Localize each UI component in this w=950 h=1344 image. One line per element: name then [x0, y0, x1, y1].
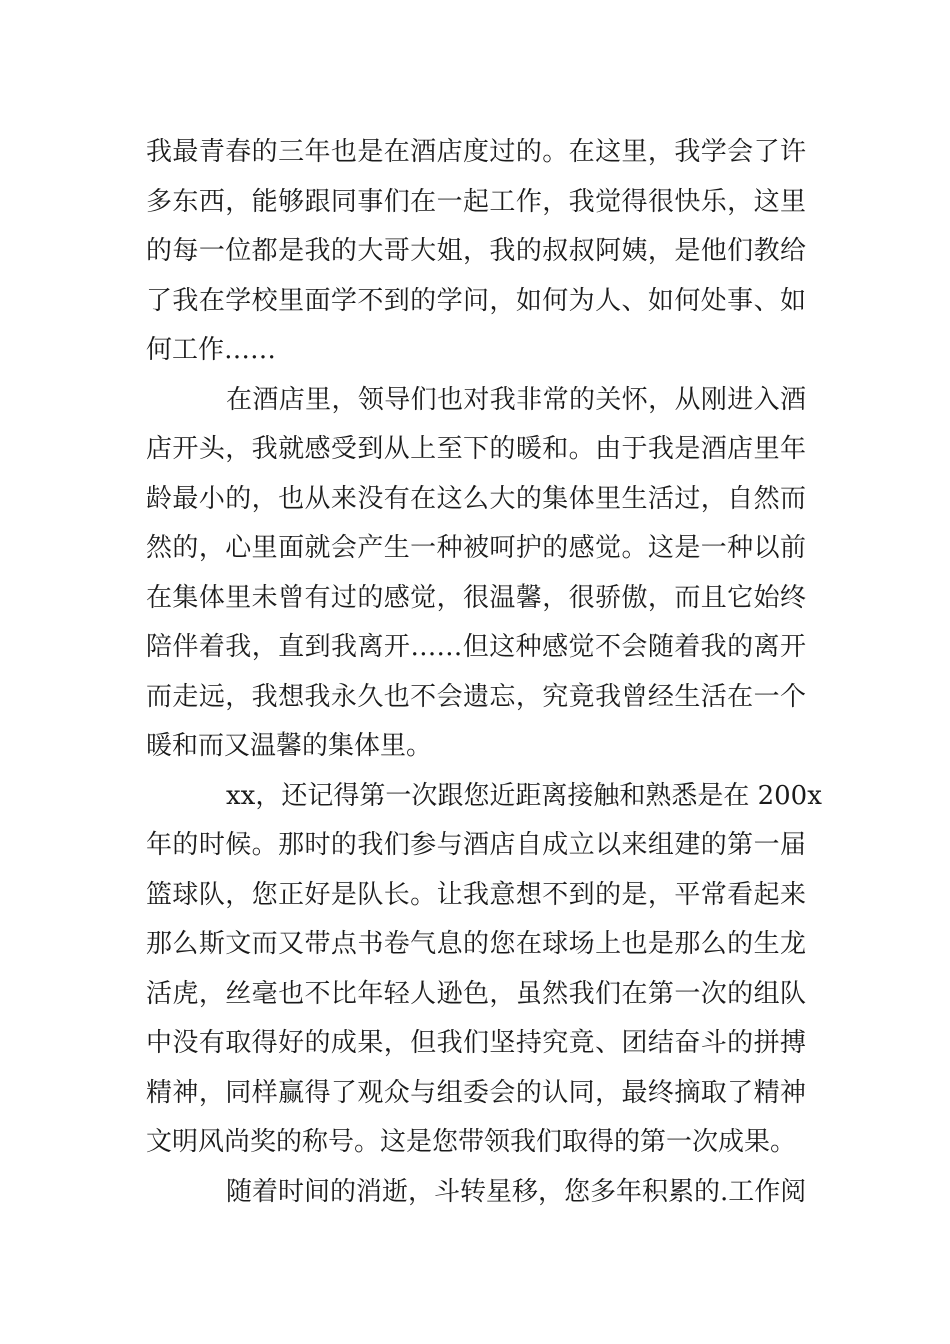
- text-line: 精神，同样赢得了观众与组委会的认同，最终摘取了精神: [146, 1077, 806, 1108]
- text-line: 那么斯文而又带点书卷气息的您在球场上也是那么的生龙: [146, 929, 806, 959]
- text-line: 中没有取得好的成果，但我们坚持究竟、团结奋斗的拼搏: [146, 1028, 806, 1058]
- text-line: 而走远，我想我永久也不会遗忘，究竟我曾经生活在一个: [146, 681, 806, 712]
- text-line: 何工作……: [146, 335, 277, 365]
- text-line: 文明风尚奖的称号。这是您带领我们取得的第一次成果。: [146, 1127, 797, 1157]
- text-line: 在酒店里，领导们也对我非常的关怀，从刚进入酒: [226, 384, 806, 415]
- text-line: 然的，心里面就会产生一种被呵护的感觉。这是一种以前: [146, 533, 806, 563]
- text-line: 年的时候。那时的我们参与酒店自成立以来组建的第一届: [146, 830, 806, 860]
- text-line: 多东西，能够跟同事们在一起工作，我觉得很快乐，这里: [146, 186, 806, 217]
- paragraph: [146, 772, 822, 1168]
- text-line: 暖和而又温馨的集体里。: [146, 731, 433, 761]
- text-line: 陪伴着我，直到我离开……但这种感觉不会随着我的离开: [146, 632, 806, 662]
- text-line: 篮球队，您正好是队长。让我意想不到的是，平常看起来: [146, 879, 806, 910]
- text-line: 活虎，丝毫也不比年轻人逊色，虽然我们在第一次的组队: [146, 978, 806, 1009]
- text-line: 的每一位都是我的大哥大姐，我的叔叔阿姨，是他们教给: [146, 236, 806, 266]
- text-line: 随着时间的消逝，斗转星移，您多年积累的.工作阅: [226, 1176, 807, 1207]
- text-line: 店开头，我就感受到从上至下的暖和。由于我是酒店里年: [146, 434, 806, 464]
- paragraph: [146, 376, 806, 772]
- text-line: 我最青春的三年也是在酒店度过的。在这里，我学会了许: [146, 137, 806, 167]
- document-body: [146, 128, 822, 1217]
- paragraph: [146, 128, 806, 376]
- text-line: 龄最小的，也从来没有在这么大的集体里生活过，自然而: [146, 483, 806, 514]
- text-line: 了我在学校里面学不到的学问，如何为人、如何处事、如: [146, 285, 806, 316]
- paragraph: [146, 1168, 806, 1218]
- text-line: xx，还记得第一次跟您近距离接触和熟悉是在 200x: [226, 780, 822, 811]
- text-line: 在集体里未曾有过的感觉，很温馨，很骄傲，而且它始终: [146, 582, 806, 613]
